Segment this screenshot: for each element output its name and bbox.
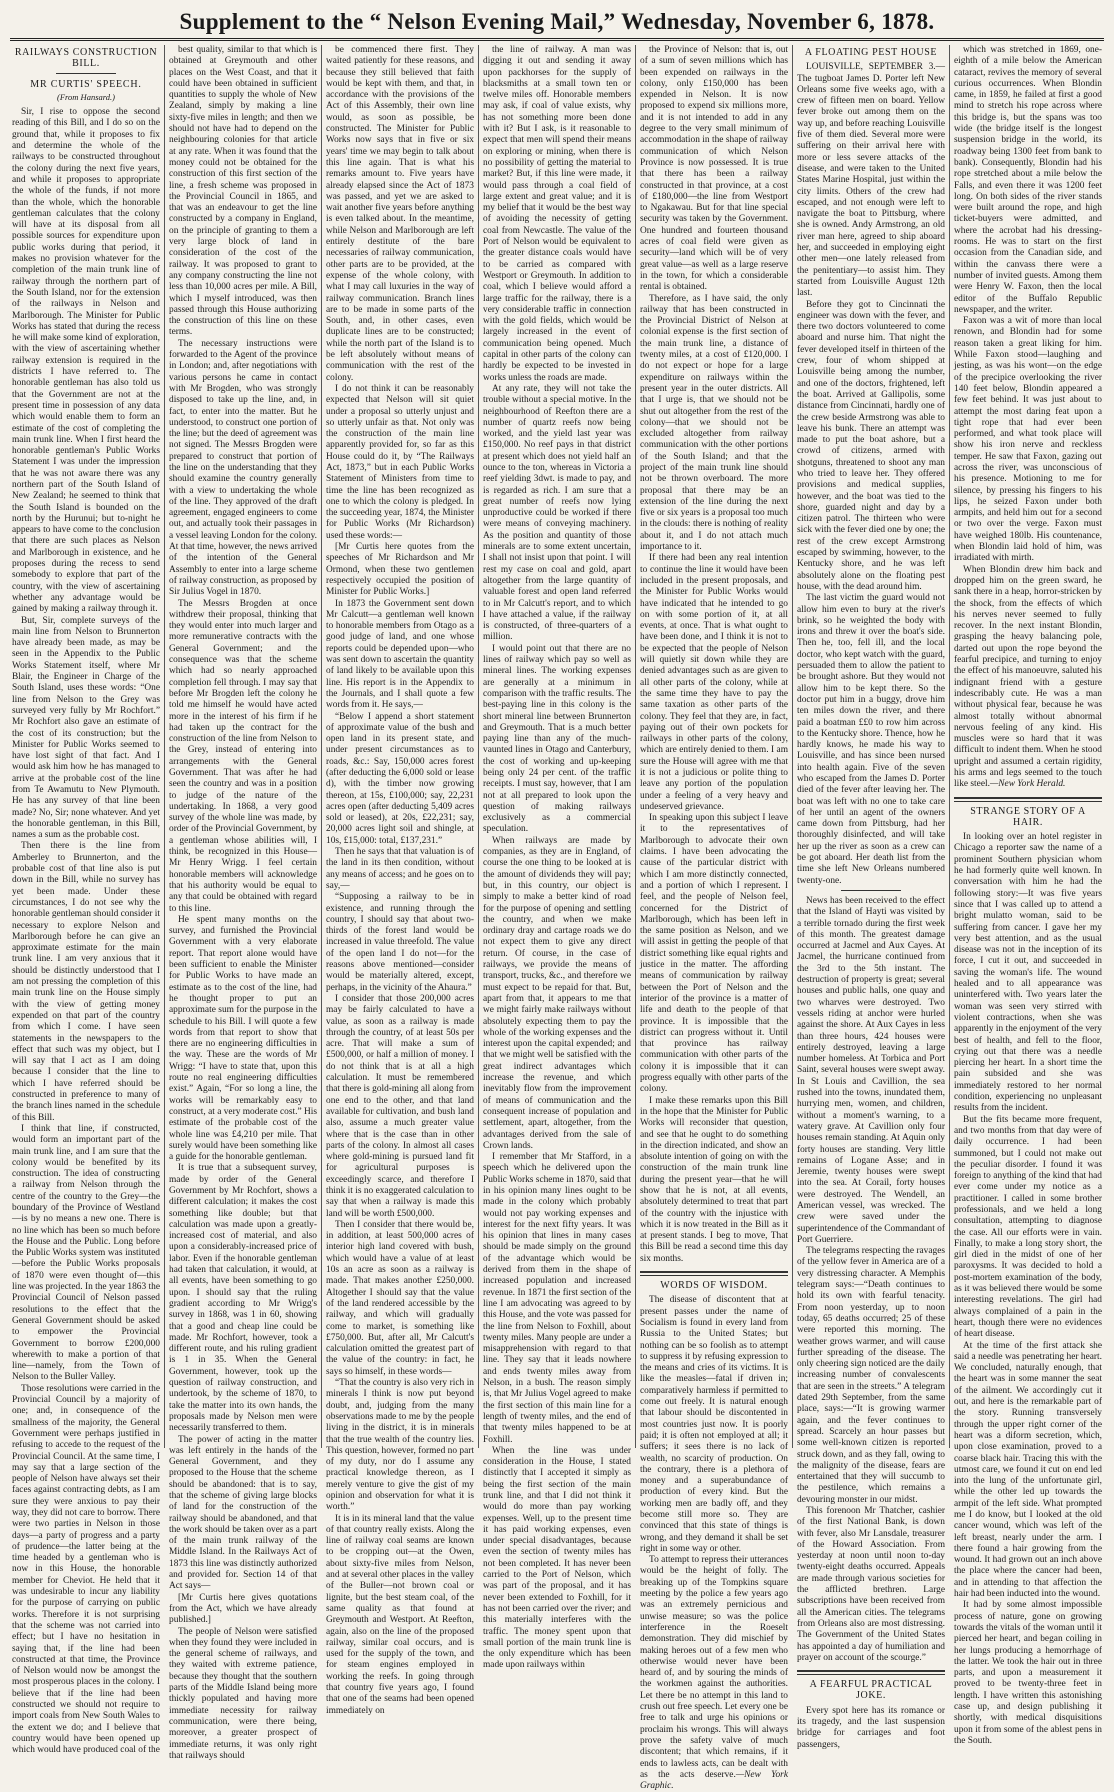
paragraph: The people of Nelson were satisfied when they found they were included in the general scheme of railways, and they waited with extreme patience, because they thought that the southern parts of the Middle Island being more thickly populated and having more immediate necessity for railway communication, were there being, moreover, a greater prospect of immediate returns, it was only right that railways should bbox=[169, 1626, 317, 1761]
paragraph: If there had been any real intention to continue the line it would have been included in the present proposals, and the Minister for Public Works would have indicated that he intended to go on with some portion of it, at all events, at once. That is what ought to have been done, and I think it is not to be expected that the people of Nelson will quietly sit down while they are denied advantages such as are given to all other parts of the colony, while at the same time they have to pay the same taxation as other parts of the colony. They feel that they are, in fact, paying out of their own pockets for railways in other parts of the colony, which are entirely denied to them. I am sure the House will agree with me that it is not a judicious or polite thing to leave any portion of the population under a feeling of a very heavy and undeserved grievance. bbox=[640, 553, 788, 812]
column-5 bbox=[636, 45, 793, 1792]
paragraph: Therefore, as I have said, the only railway that has been constructed in the Provincial District of Nelson at colonial expense is the first section of the main trunk line, a distance of twenty miles, at a cost of £120,000. I do not expect or hope for a large expenditure on railways within the present year in the outer districts. All that I urge is, that we should not be shut out altogether from the rest of the colony—that we should not be excluded altogether from railway communication with the other portions of the South Island; and that the project of the main trunk line should not be thrown overboard. The more proposal that there may be an extension of the line during the next five or six years is a proposal too much in the clouds: there is nothing of reality about it, and I do not attach much importance to it. bbox=[640, 293, 788, 553]
article-heading: RAILWAYS CONSTRUCTION BILL. bbox=[14, 47, 158, 70]
column-6 bbox=[793, 45, 950, 1750]
paragraph: This forenoon Mr Thatcher, cashier of the first National Bank, is down with fever, also Mr Lansdale, treasurer of the Howard Association. From yesterday at noon until noon to-day twenty-eight deaths occurred. Appeals are made through various societies for the afflicted brethren. Large subscriptions have been received from all the American cities. The telegrams from Orleans also are most distressing. The Government of the United States has appointed a day of humiliation and prayer on account of the scourge.” bbox=[797, 1506, 945, 1663]
paragraph bbox=[640, 1555, 788, 1792]
paragraph: I think that line, if constructed, would form an important part of the main trunk line, and I am sure that the colony would be benefited by its construction. The idea of constructing a railway from Nelson through the centre of the country to the Grey—the boundary of the Province of Westland—is by no means a new one. There is no line which has been so much before the House and the Public. Long before the Public Works system was instituted—before the Public Works proposals of 1870 were even thought of—this line was projected. In the year 1863 the Provincial Council of Nelson passed resolutions to the effect that the General Government should be asked to empower the Provincial Government to borrow £200,000 wherewith to make a portion of that line—namely, from the Town of Nelson to the Buller Valley. bbox=[12, 1123, 160, 1383]
paragraph: News has been received to the effect that the Island of Hayti was visited by a terrible tornado during the first week of this month. The greatest damage occurred at Jacmel and Aux Cayes. At Jacmel, the hurricane continued from the 3rd to the 5th instant. The destruction of property is great; several houses and public halls, one quay and two wharves were destroyed. Two vessels riding at anchor were hurled against the shore. At Aux Cayes in less than three hours, 424 houses were entirely destroyed, leaving a large number homeless. At Torbica and Port Saint, several houses were swept away. In St Louis and Cavillion, the sea rushed into the towns, inundated them, hurrying men, women, and children, without a moment's warning, to a watery grave. At Cavillion only four houses remain standing. At Aquin only forty houses are standing. Very little remains of Logane Asse; and in Jeremie, twenty houses were swept into the sea. At Corail, forty houses were destroyed. The Wendell, an American vessel, was wrecked. The crew were saved under the superintendence of the Commandant of Port Guerriere. bbox=[797, 895, 945, 1245]
paragraph: Those resolutions were carried in the Provincial Council by a majority of one; and, in consequence of the smallness of the majority, the General Government were perhaps justified in refusing to accede to the request of the Provincial Council. At the same time, I may say that a large section of the people of Nelson have always set their faces against contracting debts, as I am sure they were anxious to pay their way, they did not care to borrow. There were two parties in Nelson in those days—a party of progress and a party of prudence—the latter being at the time headed by a gentleman who is now in this House, the honorable member for Cheviot. He held that it was undesirable to incur any liability for the purpose of carrying on public works. Therefore it is not surprising that the scheme was not carried into effect; but I have no hesitation in saying that, if the line had been constructed at that time, the Province of Nelson would now be amongst the most prosperous places in the colony. I believe that if the line had been constructed we should not require to import coals from New South Wales to the extent we do; and I believe that country would have been opened up which would have produced coal of the bbox=[12, 1383, 160, 1756]
paragraph-text: When Blondin drew him back and dropped him on the green sward, he sank there in a heap, horror-stricken by the shock, from the effects of which his nerves never seemed to fully recover. In the next instant Blondin, grasping the heavy balancing pole, darted out upon the rope beyond the fearful precipice, and turning to enjoy the effect of his manoeuvre, saluted his indignant friend with a gesture indescribably cute. He was a man without physical fear, because he was almost totally without abnormal nervous feeling of any kind. His muscles were so hard that it was difficult to indent them. When he stood upright and assumed a certain rigidity, his arms and legs seemed to the touch like steel. bbox=[954, 564, 1102, 790]
column-7 bbox=[950, 45, 1106, 1746]
paragraph: The necessary instructions were forwarded to the Agent of the province in London; and, after negotiations with various persons he came in contact with Mr Brogden, who was strongly disposed to take up the line, and, in fact, to enter into the matter. But he understood, to construct one portion of the line; but the deed of agreement was not signed. The Messrs Brogden were prepared to construct that portion of the line on the understanding that they should examine the country generally with a view to undertaking the whole of the line. They approved of the draft agreement, engaged engineers to come out, and actually took their passages in a vessel leaving London for the colony. At that time, however, the news arrived of the intention of the General Assembly to enter into a large scheme of railway construction, as proposed by Sir Julius Vogel in 1870. bbox=[169, 338, 318, 598]
paragraph: At any rate, they will not take the trouble without a special motive. In the neighbourhood of Reefton there are a number of quartz reefs now being worked, and the yield last year was £150,000. No reef pays in that district at present which does not yield half an ounce to the ton, whereas in Victoria a reef yielding 3dwt. is made to pay, and is regarded as rich. I am sure that a great number of reefs now lying unproductive could be worked if there were means of conveying machinery. As the position and quantity of those minerals are to some extent uncertain, I shall not insist upon that point. I will rest my case on coal and gold, apart altogether from the large quantity of valuable forest and open land referred to in Mr Calcutt's report, and to which I have attached a value, if the railway is constructed, of three-quarters of a million. bbox=[483, 383, 631, 643]
paragraph: Every spot here has its romance or its tragedy, and the last suspension bridge for carriages and foot passengers, bbox=[797, 1705, 945, 1750]
paragraph: It had by some almost impossible process of nature, gone on growing towards the vitals of the woman until it pierced her heart, and began coiling in her lungs producing a hemorrhage of the latter. We took the hair out in three parts, and upon a measurement it proved to be twenty-three feet in length. I have written this astonishing case up, and design publishing it shortly, with medical disquisitions upon it from some of the ablest pens in the South. bbox=[954, 1600, 1102, 1746]
paragraph: It is in its mineral land that the value of that country really exists. Along the line of railway coal seams are known to be cropping out—at the Owen, about sixty-five miles from Nelson, and at several other places in the valley of the Buller—not brown coal or lignite, but the best steam coal, of the same quality as that found at Greymouth and Westport. At Reefton, again, also on the line of the proposed railway, similar coal occurs, and is used for the supply of the town, and for steam engines employed in working the reefs. In going through that country five years ago, I found that one of the seams had been opened immediately on bbox=[326, 1513, 474, 1716]
paragraph: In looking over an hotel register in Chicago a reporter saw the name of a prominent Southern physician whom he had formerly quite well known. In conversation with him he had the following story:—It was five years since that I was called up to attend a bright mulatto woman, said to be suffering from cancer. I gave her my very best attention, and as the usual disease was not in the inception of its force, I cut it out, and succeeded in saving the woman's life. The wound healed and to all appearance was uninterfered with. Two years later the woman was seen very stirred with violent contractions, when she was apparently in the enjoyment of the very best of health, and fell to the floor, crying out that there was a needle piercing her heart. In a short time the pain subsided and she was immediately restored to her normal condition, experiencing no unpleasant results from the incident. bbox=[954, 832, 1102, 1114]
paragraph: I remember that Mr Stafford, in a speech which he delivered upon the Public Works scheme in 1870, said that in his opinion many lines ought to be made in the colony which probably would not pay working expenses and interest for the next fifty years. It was his opinion that lines in many cases should be made simply on the ground of the advantage which would be derived from them in the shape of increased population and increased revenue. In 1871 the first section of the line I am advocating was agreed to by this House, and the vote was passed for the line from Nelson to Foxhill, about twenty miles. Many people are under a misapprehension with regard to that line. They say that it leads nowhere and ends twenty miles away from Nelson, in a bush. The reason simply is, that Mr Julius Vogel agreed to make the first section of this main line for a length of twenty miles, and the end of that twenty miles happened to be at Foxhill. bbox=[483, 1152, 631, 1445]
paragraph: In 1873 the Government sent down Mr Calcutt—a gentleman well known to honorable members from Otago as a good judge of land, and one whose reports could be depended upon—who was sent down to ascertain the quantity of land likely to be available upon this line. His report is in the Appendix to the Journals, and I shall quote a few words from it. He says,— bbox=[326, 598, 474, 711]
article-subheading: MR CURTIS' SPEECH. bbox=[30, 78, 142, 90]
section-title-fearful-practical-joke: A FEARFUL PRACTICAL JOKE. bbox=[809, 1679, 933, 1702]
paragraph: But the fits became more frequent, and two months from that day were of daily occurrence. I had been summoned, but I could not make out the peculiar disorder. I found it was foreign to anything of the kind that had ever come under my notice as a practitioner. I called in some brother professionals, and we held a long consultation, attempting to diagnose the case. All our efforts were in vain. Finally, to make a long story short, the girl died in the midst of one of her paroxysms. It was decided to hold a post-mortem examination of the body, as it was believed there would be some interesting revelations. The girl had always complained of a pain in the heart, though there were no evidences of heart disease. bbox=[954, 1114, 1102, 1340]
paragraph: Then there is the line from Amberley to Brunnerton, and the probable cost of that line also is put down in the Bill, while no survey has yet been made. Under these circumstances, I do not see why the honorable gentleman should consider it necessary to explore Nelson and Marlborough before he can give an approximate estimate for the main trunk line. I am very anxious that it should be distinctly understood that I am not pressing the completion of this main trunk line on the House simply with the view of getting money expended on that part of the country from which I come. I have seen statements in the newspapers to the effect that such was my object, but I will say that I act as I am doing because I consider that the line to which I have referred should be constructed in preference to many of the branch lines named in the schedule of this Bill. bbox=[12, 841, 160, 1123]
paragraph: Sir, I rise to oppose the second reading of this Bill, and I do so on the ground that, while it proposes to fix and determine the whole of the railways to be constructed throughout the colony during the next five years, and while it proposes to appropriate the whole of the funds, if not more than the whole, which the honorable gentleman calculates that the colony will have at its disposal from all possible sources for expenditure upon public works during that period, it makes no provision whatever for the completion of the main trunk line of railway through the northern part of the South Island, nor for the extension of the railways in Nelson and Marlborough. The Minister for Public Works has stated that during the recess he will make some kind of exploration, with the view of ascertaining whether railway extension is required in the districts I have referred to. The honorable gentleman has also told us that the Government are not at the present time in possession of any data which would enable them to form an estimate of the cost of completing the main trunk line. When I first heard the honorable gentleman's Public Works Statement I was under the impression that he was not aware there was any northern part of the South Island of New Zealand; he seemed to think that the South Island is bounded on the north by the Hurunui; but to-night he appears to have come to the conclusion that there are such places as Nelson and Marlborough in existence, and he proposes during the recess to send somebody to explore that part of the country, with the view of ascertaining whether any advantage would be gained by making a railway through it. bbox=[12, 107, 160, 615]
columns bbox=[8, 45, 1106, 1792]
paragraph: At the time of the first attack she said a needle was penetrating her heart. We concluded, naturally enough, that the heart was in some manner the seat of the ailment. We accordingly cut it out, and here is the remarkable part of the story. Running transversely through the upper right corner of the heart was a diform secretion, which, upon close examination, proved to a coarse black hair. Tracing this with the utmost care, we found it cut on end led into the lung of the unfortunate girl, while the other led up towards the armpit of the left side. What prompted me I do know, but I looked at the old cancer wound, which was left of the left breast, nearly under the arm. I there found a hair growing from the wound. It had grown out an inch above the place where the cancer had been, and in attending to that affection the hair had been inducted into the wound. bbox=[954, 1340, 1102, 1600]
paragraph: “That the country is also very rich in minerals I think is now put beyond doubt, and, judging from the many observations made to me by the people living in the district, it is in minerals that the true wealth of the country lies. This question, however, formed no part of my duty, nor do I assume any practical knowledge thereon, as I merely venture to give the gist of my opinion and observation for what it is worth.” bbox=[326, 1378, 474, 1513]
paragraph: I consider that those 200,000 acres may be fairly calculated to have a value, as soon as a railway is made through the country, of at least 50s per acre. That will make a sum of £500,000, or half a million of money. I do not think that is at all a high calculation. It must be remembered that there is gold-mining all along from one end to the other, and that land available for cultivation, and bush land also, assume a much greater value where that is the case than in other parts of the colony. In almost all cases where gold-mining is pursued land fit for agricultural purposes is exceedingly scarce, and therefore I think it is no exaggerated calculation to say that when a railway is made this land will be worth £500,000. bbox=[326, 993, 474, 1219]
paragraph: Faxon was a wit of more than local renown, and Blondin had for some reason taken a great liking for him. While Faxon stood—laughing and jesting, as was his wont—on the edge of the precipice overlooking the river 140 feet below, Blondin appeared a few feet behind. It was just about to attempt the most daring feat upon a tight rope that had ever been performed, and what took place will show his iron nerve and reckless temper. He saw that Faxon, gazing out across the river, was unconscious of his presence. Motioning to me for silence, by pressing his fingers to his lips, he seized Faxon under both armpits, and held him out for a second or two over the verge. Faxon must have weighed 180lb. His countenance, when Blondin laid hold of him, was irradiated with mirth. bbox=[954, 316, 1102, 564]
section-divider bbox=[640, 1275, 788, 1276]
paragraph: The Messrs Brogden at once withdrew their proposal, thinking that they would enter into much larger and more remunerative contracts with the General Government; and the consequence was that the scheme which had so nearly approached completion fell through. I may say that before Mr Brogden left the colony he told me himself he would have acted more in the interest of his firm if he had taken up the contract for the construction of the line from Nelson to the Grey, instead of entering into arrangements with the General Government. That was after he had seen the country and was in a position to judge of the nature of the undertaking. In 1868, a very good survey of the whole line was made, by order of the Provincial Government, by a gentleman whose abilities will, I think, be recognized in this House—Mr Henry Wrigg. I feel certain honorable members will acknowledge that his authority would be equal to any that could be obtained with regard to this line. bbox=[169, 598, 317, 914]
paragraph: Before they got to Cincinnati the engineer was down with the fever, and there two doctors volunteered to come aboard and nurse him. That night the fever developed itself in thirteen of the crew, four of whom shipped at Louisville being among the number, and one of the doctors, frightened, left the boat. Arrived at Gallipolis, some distance from Cincinnati, hardly one of the crew beside Armstrong was able to leave his bunk. There an attempt was made to put the boat ashore, but a crowd of citizens, armed with shotguns, threatened to shoot any man who tried to leave her. They offered provisions and medical supplies, however, and the boat was tied to the shore, guarded night and day by a citizen patrol. The thirteen who were sick with the fever died one by one; the rest of the crew except Armstrong escaped by swimming, however, to the Kentucky shore, and he was left absolutely alone on the floating pest house, with the dead around him. bbox=[797, 299, 945, 592]
paragraph: be commenced there first. They waited patiently for these reasons, and because they still believed that faith would be kept with them, and that, in accordance with the provisions of the Act of this Assembly, their own line would, as soon as possible, be constructed. The Minister for Public Works now says that in five or six years' time we may begin to talk about this line again. That is what his remarks amount to. Five years have already elapsed since the Act of 1873 was passed, and yet we are asked to wait another five years before anything is even talked about. In the meantime, while Nelson and Marlborough are left entirely destitute of the bare necessaries of railway communication, other parts are to be provided, at the expense of the whole colony, with what I may call luxuries in the way of railway communication. Branch lines are to be made in some parts of the South, and, in other cases, even duplicate lines are to be constructed; while the north part of the Island is to be left absolutely without means of communication with the rest of the colony. bbox=[326, 45, 474, 383]
paragraph: Then I consider that there would be, in addition, at least 500,000 acres of interior high land covered with bush, which would have a value of at least 10s an acre as soon as a railway is made. That makes another £250,000. Altogether I should say that the value of the land rendered accessible by the railway, and which will gradually come to market, is something like £750,000. But, after all, Mr Calcutt's calculation omitted the greatest part of the value of the country: in fact, he says so himself, in these words— bbox=[326, 1219, 474, 1377]
section-title-floating-pest-house: A FLOATING PEST HOUSE bbox=[804, 47, 938, 58]
article-signature: —New York Herald. bbox=[989, 779, 1066, 790]
section-title-strange-story: STRANGE STORY OF A HAIR. bbox=[970, 805, 1086, 828]
paragraph: The power of acting in the matter was left entirely in the hands of the General Government, and they proposed to the House that the scheme should be abandoned: that is to say, that the scheme of giving large blocks of land for the construction of the railway should be abandoned, and that the work should be taken over as a part of the main trunk railway of the Middle Island. In the Railways Act of 1873 this line was distinctly authorized and provided for. Section 14 of that Act says— bbox=[169, 1434, 317, 1592]
section-divider bbox=[954, 797, 1102, 799]
paragraph: The telegrams respecting the ravages of the yellow fever in America are of a very distressing character. A Memphis telegram says:—“Death continues to hold its own with fearful tenacity. From noon yesterday, up to noon today, 65 deaths occurred; 25 of these were reported this morning. The weather grows warmer, and will cause further spreading of the disease. The only cheering sign noticed are the daily increasing number of convalescents that are seen in the streets.” A telegram dated 29th September, from the same place, says:—“It is growing warmer again, and the fever continues to spread. Scarcely an hour passes but some well-known citizen is reported struck down, and as they fall, owing to the malignity of the disease, fears are entertained that they will succumb to the pestilence, which remains a devouring monster in our midst. bbox=[797, 1246, 945, 1505]
paragraph: best quality, similar to that which is obtained at Greymouth and other places on the West Coast, and that it could have been obtained in sufficient quantities to supply the whole of New Zealand, simply by making a line sixty-five miles in length; and then we should not have had to depend on the neighbouring colonies for that article at any rate. When it was found that the money could not be obtained for the construction of this first section of the line, a fresh scheme was proposed in the Provincial Council in 1865, and that was an endeavour to get the line constructed by a company in England, on the principle of granting to them a very large block of land in consideration of the cost of the railway. It was proposed to grant to any company constructing the line not less than 10,000 acres per mile. A Bill, which I myself introduced, was then passed through this House authorizing the construction of this line on these terms. bbox=[169, 45, 317, 338]
divider bbox=[56, 73, 115, 74]
paragraph: [Mr Curtis here gives quotations from the Act, which we have already published.] bbox=[169, 1592, 317, 1626]
paragraph: I would point out that there are no lines of railway which pay so well as mineral lines. The working expenses are generally at a minimum in comparison with the traffic results. The best-paying line in this colony is the short mineral line between Brunnerton and Greymouth. That is a much better paying line than any of the much-vaunted lines in Otago and Canterbury, the cost of working and up-keeping being only 24 per cent. of the traffic receipts. I must say, however, that I am not at all prepared to look upon the question of making railways exclusively as a commercial speculation. bbox=[483, 643, 631, 835]
column-3 bbox=[322, 45, 479, 1716]
paragraph: “Below I append a short statement of approximate value of the bush and open land in its present state, and under present circumstances as to roads, &c.: Say, 150,000 acres forest (after deducting the 6,000 sold or lease d), with the timber now growing thereon, at 15s, £100,000; say, 22,231 acres open (after deducting 5,409 acres sold or leased), at 20s, £22,231; say, 20,000 acres light soil and shingle, at 10s, £15,000: total, £137,231.” bbox=[326, 711, 474, 846]
paragraph: I make these remarks upon this Bill in the hope that the Minister for Public Works will reconsider that question, and see that he ought to do something in the direction indicated, and show an absolute intention of going on with the construction of the main trunk line during the present year—that he will show that he is not, at all events, absolutely determined to treat that part of the country with the injustice with which it is now treated in the Bill as it at present stands. I beg to move, That this Bill be read a second time this day six months. bbox=[640, 1095, 788, 1264]
paragraph: I do not think it can be reasonably expected that Nelson will sit quiet under a proposal so utterly unjust and so utterly unfair as that. Not only was the construction of the main line apparently provided for, so far as this House could do it, by “The Railways Act, 1873,” but in each Public Works Statement of Ministers from time to time the line has been recognized as one to which the colony is pledged. In the succeeding year, 1874, the Minister for Public Works (Mr Richardson) used these words:— bbox=[326, 383, 474, 541]
article-signature: —New York Graphic. bbox=[640, 1769, 788, 1792]
divider bbox=[841, 890, 900, 891]
paragraph: the line of railway. A man was digging it out and sending it away upon packhorses for the supply of blacksmiths at a small town ten or twelve miles off. Honorable members may ask, if coal of value exists, why has not something more been done with it? But I ask, is it reasonable to expect that men will spend their means on exploring or mining, when there is no possibility of getting the material to market? But, if this line were made, it would pass through a coal field of large extent and great value; and it is my belief that it would be the best way of avoiding the necessity of getting coal from Newcastle. The value of the Port of Nelson would be equivalent to the greater distance coals would have to be carried as compared with Westport or Greymouth. In addition to coal, which I believe would afford a large traffic for the railway, there is a very considerable traffic in connection with the gold fields, which would be largely increased in the event of communication being opened. Much capital in other parts of the colony can hardly be expected to be invested in works unless the roads are made. bbox=[483, 45, 631, 383]
paragraph: The last victim the guard would not allow him even to bury at the river's brink, so he weighted the body with irons and threw it over the boat's side. Then he, too, fell ill, and the local doctor, who kept watch with the guard, persuaded them to allow the patient to be brought ashore. But they would not allow him to be kept there. So the doctor put him in a buggy, drove him ten miles down the river, and there paid a boatman ££0 to row him across to the Kentucky shore. Thence, how he hardly knows, he made his way to Louisville, and has since been nursed into health again. Five of the seven who escaped from the James D. Porter died of the fever after leaving her. The boat was left with no one to take care of her until an agent of the owners came down from Pittsburg, had her thoroughly disinfected, and will take her up the river as soon as a crew can be got aboard. Her death list from the time she left New Orleans numbered twenty-one. bbox=[797, 593, 945, 886]
paragraph: which was stretched in 1869, one-eighth of a mile below the American cataract, revives the memory of several curious occurrences. When Blondin came, in 1859, he failed at first a good mind to stretch his rope across where this bridge is, but the spans was too wide (the bridge itself is the longest suspension bridge in the world, its roadway being 1300 feet from bank to bank). Consequently, Blondin had his rope stretched about a mile below the Falls, and even there it was 1200 feet long. On both sides of the river stands were built around the rope, and high ticket-buyers were admitted, and where the acrobat had his dressing-rooms. He was to start on the first occasion from the Canadian side, and within the canvass there were a number of invited guests. Among them were Henry W. Faxon, then the local editor of the Buffalo Republic newspaper, and the writer. bbox=[954, 45, 1102, 315]
paragraph: “Supposing a railway to be in existence, and running through the country, I should say that about two-thirds of the forest land would be increased in value threefold. The value of the open land I do not—for the reasons above mentioned—consider would be materially altered, except, perhaps, in the vicinity of the Ahaura.” bbox=[326, 892, 474, 993]
paragraph: When railways are made by companies, as they are in England, of course the one thing to be looked at is the amount of dividends they will pay; but, in this country, our object is simply to make a better kind of road for the purpose of opening and settling the country, and when we make ordinary dray and cartage roads we do not expect them to give any direct return. Of course, in the case of railways, we provide the means of transport, trucks, &c., and therefore we must expect to be repaid for that. But, apart from that, it appears to me that we might fairly make railways without absolutely expecting them to pay the whole of the working expenses and the interest upon the capital expended; and that we might well be satisfied with the great indirect advantages which increase the revenue, and which inevitably flow from the improvement of means of communication and the consequent increase of population and settlement, apart, altogether, from the advantages derived from the sale of Crown lands. bbox=[483, 835, 631, 1151]
masthead: Supplement to the “ Nelson Evening Mail,” Wednesday, November 6, 1878. bbox=[10, 6, 1104, 41]
section-divider bbox=[797, 1674, 945, 1675]
paragraph: It is true that a subsequent survey, made by order of the General Government by Mr Rochfort, shows a different calculation; it makes the cost something like double; but that calculation was made upon a greatly-increased cost of material, and also upon a considerably-increased price of labor. Even if the honorable gentleman had taken that calculation, it would, at all events, have been something to go upon. I should say that the ruling gradient according to Mr Wrigg's survey in 1868, was 1 in 60, showing that a good and cheap line could be made. Mr Rochfort, however, took a different route, and his ruling gradient is 1 in 35. When the General Government, however, took up the question of railway construction, and undertook, by the scheme of 1870, to take the matter into its own hands, the proposals made by Nelson men were necessarily transferred to them. bbox=[169, 1163, 317, 1434]
section-divider bbox=[640, 1271, 788, 1273]
paragraph: The disease of discontent that at present passes under the name of Socialism is found in every land from Russia to the United States; but nothing can be so foolish as to attempt to suppress it by refusing expression to the means and cries of its victims. It is like the measles—fatal if driven in; comparatively harmless if permitted to come out freely. It is natural enough that labour should be discontented in most countries just now. It is poorly paid; it is often not employed at all; it suffers; it sees there is no lack of wealth, no scarcity of production. On the contrary, there is a plethora of money and a superabundance of production of every kind. But the working men are badly off, and they become still more so. They are convinced that this state of things is wrong, and they demand it shall be set right in some way or other. bbox=[640, 1295, 788, 1554]
section-divider bbox=[954, 801, 1102, 802]
paragraph: But, Sir, complete surveys of the main line from Nelson to Brunnerton have already been made, as may be seen in the Appendix to the Public Works Statement itself, where Mr Blair, the Engineer in Charge of the South Island, uses these words: “One line from Nelson to the Grey was surveyed very fully by Mr Rochfort.” Mr Rochfort also gave an estimate of the cost of its construction; but the Minister for Public Works seemed to have lost sight of that fact. And I would ask him how he has managed to arrive at the probable cost of the line from Te Awamutu to New Plymouth. He has any survey of that line been made? No, Sir; none whatever. And yet the honorable gentleman, in this Bill, names a sum as the probable cost. bbox=[12, 615, 160, 841]
column-1 bbox=[8, 45, 165, 1756]
column-4 bbox=[479, 45, 636, 1671]
paragraph: [Mr Curtis here quotes from the speeches of Mr Richardson and Mr Ormond, when these two gentlemen respectively occupied the position of Minister for Public Works.] bbox=[326, 542, 474, 598]
paragraph-text: To attempt to repress their utterances would be the height of folly. The breaking up of the Tompkins square meeting by the police a few years ago was an extremely pernicious and unwise measure; so was the police interference in the Roeselt demonstration. They did mischief by making heroes out of a few men who otherwise would never have been heard of, and by souring the minds of the workmen against the authorities. Let there be no attempt in this land to crush out free speech. Let every one be free to talk and urge his opinions or proclaim his wrongs. This will always prove the safety valve of much discontent; that which remains, if it ends to lawless acts, can be dealt with as the acts deserve. bbox=[640, 1555, 788, 1780]
paragraph bbox=[954, 565, 1102, 791]
paragraph: He spent many months on the survey, and furnished the Provincial Government with a very elaborate report. That report alone would have been sufficient to enable the Minister for Public Works to have made an estimate as to the cost of the line, had he thought proper to put an approximate sum for the purpose in the schedule to his Bill. I will quote a few words from that report to show that there are no engineering difficulties in the way. These are the words of Mr Wrigg: “I have to state that, upon this route no real engineering difficulties exist.” Again, “For so long a line, the works will be remarkably easy to construct, at a very moderate cost.” His estimate of the probable cost of the whole line was £4,210 per mile. That surely would have been something like a guide for the honorable gentleman. bbox=[169, 914, 317, 1163]
paragraph: When the line was under consideration in the House, I stated distinctly that I accepted it simply as being the first section of the main trunk line, and that I did not think it would do more than pay working expenses. Well, up to the present time it has paid working expenses, even under special disadvantages, because even the section of twenty miles has not been completed. It has never been carried to the Port of Nelson, which was part of the proposal, and it has never been extended to Foxhill, for it has not been carried over the river; and this materially interferes with the traffic. The money spent upon that small portion of the main trunk line is the only expenditure which has been made upon railways within bbox=[483, 1445, 631, 1671]
article-source: (From Hansard.) bbox=[57, 91, 115, 102]
paragraph: the Province of Nelson: that is, out of a sum of seven millions which has been expended on railways in the colony, only £150,000 has been expended in Nelson. It is now proposed to expend six millions more, and it is not intended to add in any degree to the very small minimum of accommodation in the shape of railway communication of which Nelson Province is now possessed. It is true that there has been a railway constructed in that province, at a cost of £180,000—the line from Westport to Ngakawau. But for that line special security was taken by the Government. One hundred and fourteen thousand acres of coal field were given as security—land which will be of very great value—as well as a large reserve in the town, for which a considerable rental is obtained. bbox=[640, 45, 788, 293]
section-title-words-of-wisdom: WORDS OF WISDOM. bbox=[660, 1280, 768, 1292]
paragraph: In speaking upon this subject I leave it to the representatives of Marlborough to advocate their own claims. I have been advocating the cause of the particular district with which I am more distinctly connected, and a portion of which I represent. I feel, and the people of Nelson feel, concerned for the District of Marlborough, which has been left in the same position as Nelson, and we will assist in getting the people of that district something like equal rights and justice in the matter. The affording means of communication by railway between the Port of Nelson and the interior of the province is a matter of life and death to the people of that province. It is impossible that the district can progress without it. Until that province has railway communication with other parts of the colony it is impossible that it can progress equally with other parts of the colony. bbox=[640, 813, 788, 1095]
section-divider bbox=[797, 1670, 945, 1672]
column-2 bbox=[165, 45, 322, 1761]
paragraph: Then he says that that valuation is of the land in its then condition, without any means of access; and he goes on to say,— bbox=[326, 847, 474, 891]
paragraph: LOUISVILLE, SEPTEMBER 3.—The tugboat James D. Porter left New Orleans some five weeks ago, with a crew of fifteen men on board. Yellow fever broke out among them on the way up, and before reaching Louisville five of them died. Several more were suffering on their arrival here with more or less severe attacks of the disease, and were taken to the United States Marine Hospital, just within the city limits. Others of the crew had escaped, and not enough were left to navigate the boat to Pittsburg, where she is owned. Andy Armstrong, an old river man here, agreed to ship aboard her, and succeeded in employing eight other men—one lately released from the penitentiary—to assist him. They started from Louisville August 12th last. bbox=[797, 62, 945, 299]
